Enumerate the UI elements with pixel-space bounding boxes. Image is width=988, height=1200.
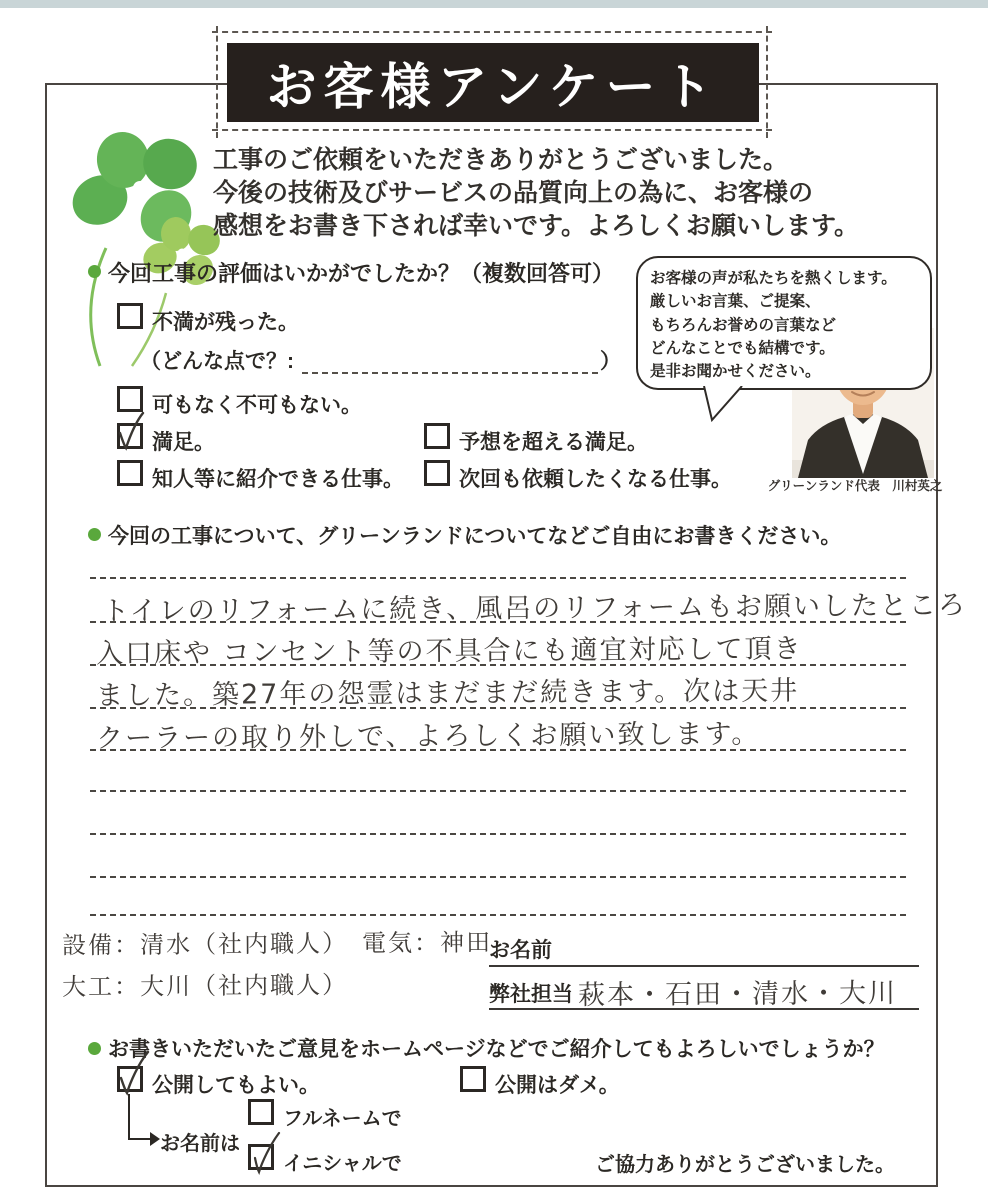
handwritten-note-line: 設備：清水（社内職人） 電気：神田 [61,928,493,960]
option-label-fullname: フルネームで [283,1108,402,1130]
handwritten-answer-line: 入口床や コンセント等の不具合にも適宜対応して頂き [95,633,803,670]
name-field[interactable] [489,965,919,967]
checkbox-publish-ok[interactable] [117,1066,143,1092]
option-label-initial: イニシャルで [283,1153,402,1175]
complaint-detail-prompt: （どんな点で？: [140,350,294,373]
intro-paragraph [213,144,913,243]
bubble-line: どんなことでも結構です。 [650,339,835,357]
write-line [90,790,906,792]
q2-heading: 今回の工事について、グリーンランドについてなどご自由にお書きください。 [108,525,842,548]
scan-edge-strip [0,0,988,8]
checkbox-publish-ng[interactable] [460,1066,486,1092]
staff-field-value: 萩本・石田・清水・大川 [577,977,898,1012]
bubble-line: 是非お聞かせください。 [650,363,821,380]
option-label-yosou: 予想を超える満足。 [459,431,648,454]
staff-field-label: 弊社担当 [489,983,573,1006]
section-bullet [88,528,101,541]
handwritten-answer-line: トイレのリフォームに続き、風呂のリフォームもお願いしたところ [101,589,967,628]
checkbox-initial[interactable] [248,1144,274,1170]
branch-arrow-line [128,1138,152,1140]
checkbox-shoukai[interactable] [117,460,143,486]
q1-heading: 今回工事の評価はいかがでしたか？（複数回答可） [108,261,615,286]
checkbox-jikai[interactable] [424,460,450,486]
branch-arrow-line [128,1094,130,1140]
speech-bubble [636,256,932,390]
handwritten-answer-line: ました。築27年の怨霊はまだまだ続きます。次は天井 [95,675,800,712]
intro-line: 今後の技術及びサービスの品質向上の為に、お客様の [213,179,814,207]
option-label-jikai: 次回も依頼したくなる仕事。 [459,468,732,491]
bubble-line: もちろんお誉めの言葉など [650,316,837,334]
option-label-kamonaku: 可もなく不可もない。 [152,394,362,417]
q3-heading: お書きいただいたご意見をホームページなどでご紹介してもよろしいでしょうか？ [108,1038,885,1061]
trim-mark-top [212,31,772,33]
write-line [90,577,906,579]
bubble-line: 厳しいお言葉、ご提案、 [650,293,821,311]
trim-mark-bottom [212,129,772,131]
photo-caption: グリーンランド代表 川村英之 [767,479,943,493]
speech-bubble-tail [700,386,746,422]
write-line [90,914,906,916]
trim-mark-right [766,26,768,138]
page-title: お客様アンケート [266,58,720,115]
intro-line: 感想をお書き下されば幸いです。よろしくお願いします。 [213,212,860,240]
write-line [90,876,906,878]
intro-line: 工事のご依頼をいただきありがとうございました。 [213,146,789,174]
checkbox-fuman[interactable] [117,303,143,329]
option-label-publish-ok: 公開してもよい。 [152,1074,320,1097]
option-label-shoukai: 知人等に紹介できる仕事。 [152,468,404,491]
complaint-detail-close: ） [600,350,621,373]
checkbox-manzoku[interactable] [117,423,143,449]
arrow-right-icon [150,1132,160,1146]
option-label-manzoku: 満足。 [152,431,215,454]
checkbox-yosou[interactable] [424,423,450,449]
name-field-label: お名前 [489,939,552,962]
footer-thanks: ご協力ありがとうございました。 [595,1154,895,1176]
handwritten-note-line: 大工：大川（社内職人） [61,971,349,1001]
section-bullet [88,265,101,278]
checkbox-fullname[interactable] [248,1099,274,1125]
name-branch-label: お名前は [160,1133,240,1155]
checkbox-kamonaku[interactable] [117,386,143,412]
option-label-publish-ng: 公開はダメ。 [495,1074,620,1097]
write-line [90,833,906,835]
handwritten-answer-line: クーラーの取り外しで、よろしくお願い致します。 [95,718,761,755]
complaint-detail-field[interactable] [302,372,598,374]
title-banner [227,43,759,122]
bubble-line: お客様の声が私たちを熱くします。 [650,270,897,287]
option-label-fuman: 不満が残った。 [152,311,299,334]
section-bullet [88,1042,101,1055]
